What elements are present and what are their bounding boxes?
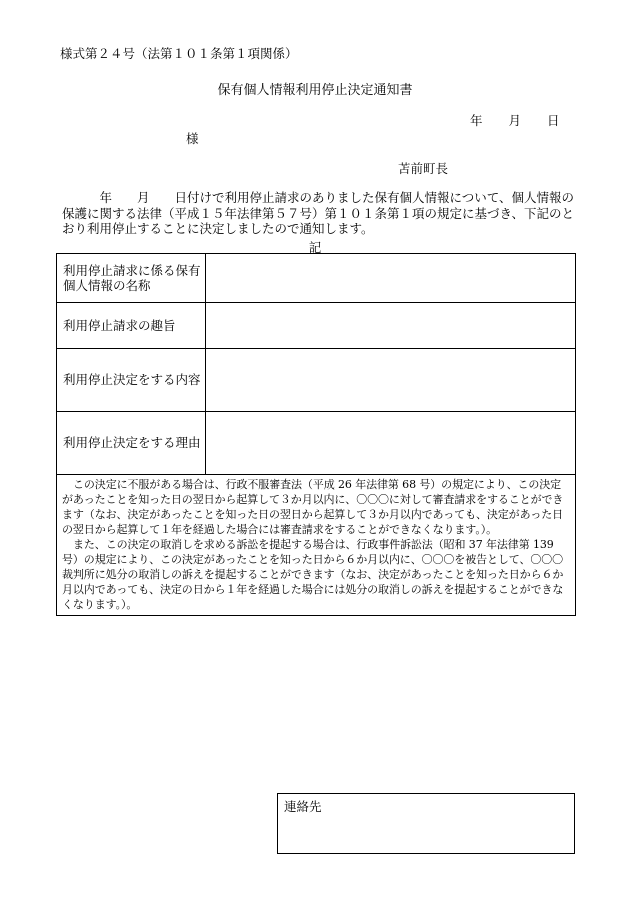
notice-paragraph-lawsuit: また、この決定の取消しを求める訴訟を提起する場合は、行政事件訴訟法（昭和 37 年法律第 139 号）の規定により、この決定があったことを知った日から６か月以内に、〇〇〇を被告として、〇〇〇裁判所に処分の取消しの訴えを提起することができます（なお、決定があったことを知った日から６か月以内であっても、決定の日から１年を経過した場合には処分の取消しの訴えを提起することができなくなります。）。 — [62, 538, 564, 611]
row-label-purpose: 利用停止請求の趣旨 — [57, 303, 206, 349]
issuer-name: 苫前町長 — [398, 161, 449, 176]
row-value-info-name — [206, 254, 576, 303]
row-value-reason — [206, 412, 576, 475]
decision-table — [56, 253, 576, 616]
date-line — [470, 111, 560, 129]
document-title: 保有個人情報利用停止決定通知書 — [217, 83, 413, 98]
ki-heading: 記 — [308, 240, 322, 255]
row-value-purpose — [206, 303, 576, 349]
date-year: 年 — [470, 113, 483, 128]
addressee-honorific: 様 — [186, 131, 199, 146]
table-row — [57, 303, 576, 349]
date-day: 日 — [547, 113, 560, 128]
appeal-notice — [57, 475, 576, 616]
table-row — [57, 254, 576, 303]
contact-box — [277, 793, 575, 854]
table-row — [57, 475, 576, 616]
notice-paragraph-review: この決定に不服がある場合は、行政不服審査法（平成 26 年法律第 68 号）の規定により、この決定があったことを知った日の翌日から起算して３か月以内に、〇〇〇に対して審査請求をすることができます（なお、決定があったことを知った日の翌日から起算して３か月以内であっても、決定があった日の翌日から起算して１年を経過した場合には審査請求をすることができなくなります。）。 — [62, 478, 564, 536]
row-label-reason: 利用停止決定をする理由 — [57, 412, 206, 475]
row-label-content: 利用停止決定をする内容 — [57, 349, 206, 412]
form-number: 様式第２４号（法第１０１条第１項関係） — [60, 46, 298, 61]
date-month: 月 — [508, 113, 522, 128]
row-label-info-name: 利用停止請求に係る保有個人情報の名称 — [57, 254, 206, 303]
contact-label: 連絡先 — [284, 799, 322, 814]
row-value-content — [206, 349, 576, 412]
table-row — [57, 349, 576, 412]
table-row — [57, 412, 576, 475]
body-text: 年 月 日付けで利用停止請求のありました保有個人情報について、個人情報の保護に関する法律（平成１５年法律第５７号）第１０１条第１項の規定に基づき、下記のとおり利用停止することに決定しましたので通知します。 — [62, 190, 575, 236]
